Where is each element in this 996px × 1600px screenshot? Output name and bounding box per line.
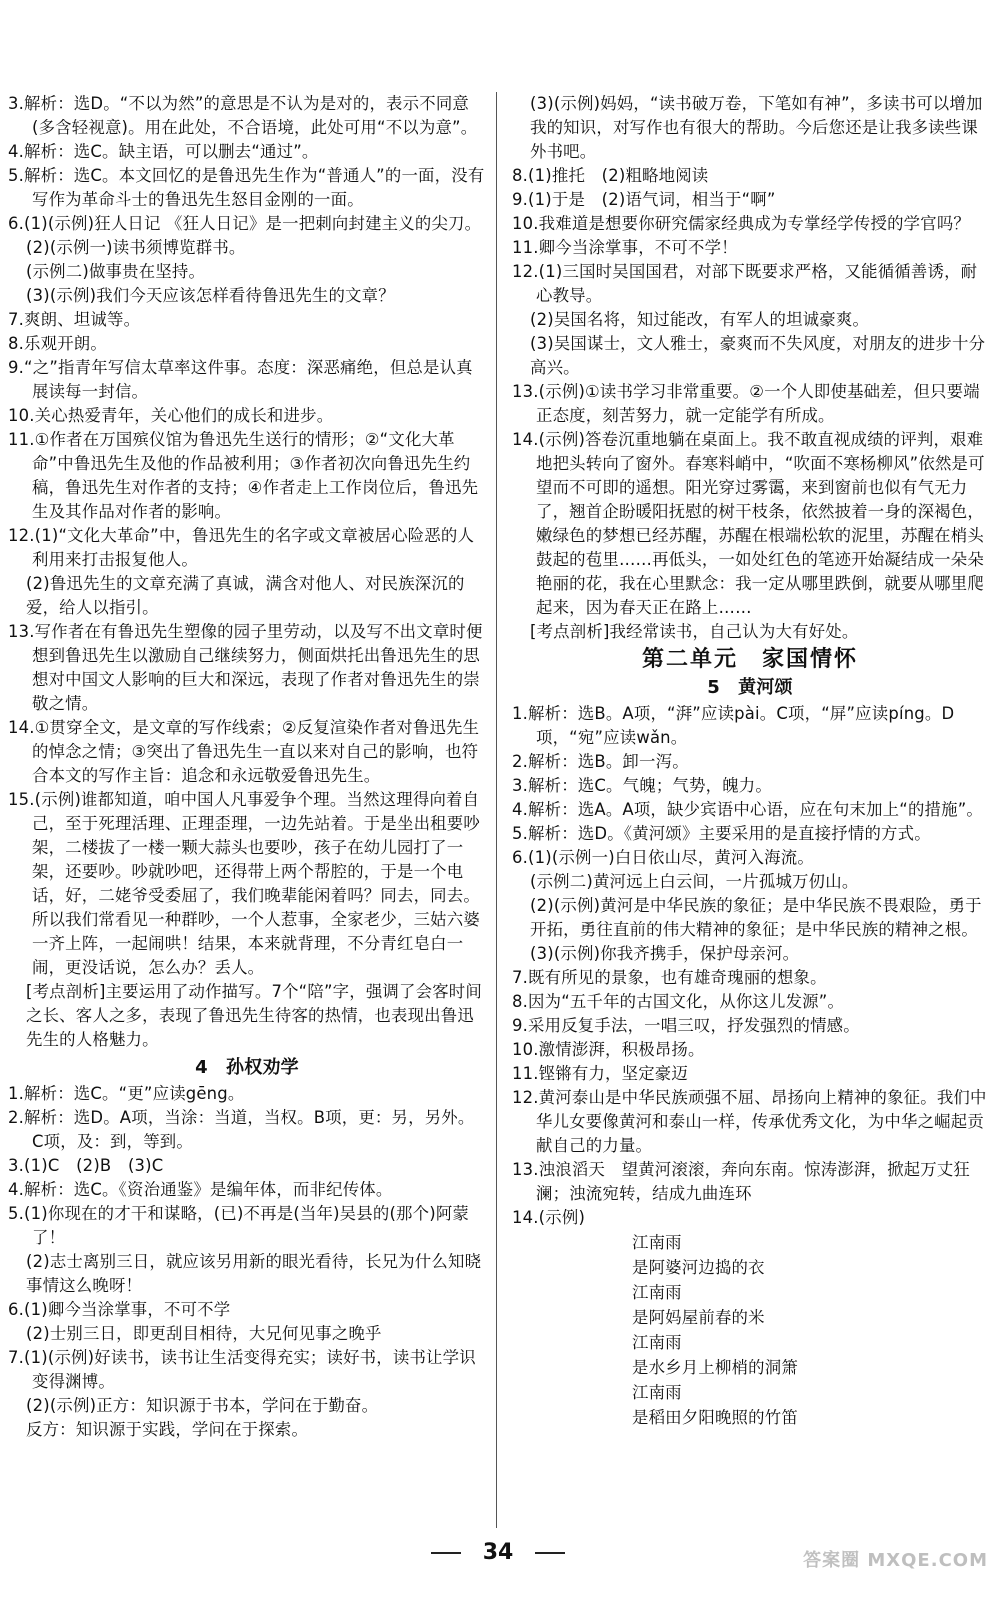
poem-line: 是稻田夕阳晚照的竹笛 — [632, 1408, 798, 1427]
l5-answer-3: 3.解析：选C。气魄；气势，魄力。 — [512, 776, 772, 795]
answer-6-1: 6.(1)(示例)狂人日记 《狂人日记》是一把刺向封建主义的尖刀。 — [8, 214, 482, 233]
poem-line: 是阿妈屋前春的米 — [632, 1308, 765, 1327]
l5-answer-4: 4.解析：选A。A项，缺少宾语中心语，应在句末加上“的措施”。 — [512, 800, 984, 819]
l4-answer-1: 1.解析：选C。“更”应读gēng。 — [8, 1084, 245, 1103]
answer-6-2a: (2)(示例一)读书须博览群书。 — [26, 238, 246, 257]
answer-3: 3.解析：选D。“不以为然”的意思是不认为是对的，表示不同意(多含轻视意)。用在此处，不合语境，此处可用“不以为意”。 — [8, 94, 478, 137]
l4-answer-6-2: (2)士别三日，即更刮目相待，大兄何见事之晚乎 — [26, 1324, 382, 1343]
l5-answer-1: 1.解析：选B。A项，“湃”应读pài。C项，“屏”应读píng。D项，“宛”应读wǎn。 — [512, 704, 955, 747]
answer-10: 10.关心热爱青年，关心他们的成长和进步。 — [8, 406, 334, 425]
l4-answer-8: 8.(1)推托 (2)粗略地阅读 — [512, 166, 709, 185]
l4-answer-5-2: (2)志士离别三日，就应该另用新的眼光看待，长兄为什么知晓事情这么晚呀！ — [26, 1252, 482, 1295]
l5-answer-12: 12.黄河泰山是中华民族顽强不屈、昂扬向上精神的象征。我们中华儿女要像黄河和泰山一样，传承优秀文化，为中华之崛起贡献自己的力量。 — [512, 1088, 987, 1155]
l4-answer-12-2: (2)吴国名将，知过能改，有军人的坦诚豪爽。 — [530, 310, 870, 329]
l4-answer-13: 13.(示例)①读书学习非常重要。②一个人即使基础差，但只要端正态度，刻苦努力，就一定能学有所成。 — [512, 382, 980, 425]
l5-answer-7: 7.既有所见的景象，也有雄奇瑰丽的想象。 — [512, 968, 827, 987]
l4-answer-12-3: (3)吴国谋士，文人雅士，豪爽而不失风度，对朋友的进步十分高兴。 — [530, 334, 986, 377]
watermark: 答案圈 MXQE.COM — [803, 1550, 988, 1571]
right-column — [512, 92, 988, 1528]
l4-answer-6-1: 6.(1)卿今当涂掌事，不可不学 — [8, 1300, 231, 1319]
l5-answer-8: 8.因为“五千年的古国文化，从你这儿发源”。 — [512, 992, 845, 1011]
l4-answer-11: 11.卿今当涂掌事，不可不学！ — [512, 238, 738, 257]
answer-5: 5.解析：选C。本文回忆的是鲁迅先生作为“普通人”的一面，没有写作为革命斗士的鲁迅先生怒目金刚的一面。 — [8, 166, 485, 209]
answer-4: 4.解析：选C。缺主语，可以删去“通过”。 — [8, 142, 319, 161]
poem-line: 江南雨 — [632, 1383, 682, 1402]
exam-point-analysis: [考点剖析]主要运用了动作描写。7个“陪”字，强调了会客时间之长、客人之多，表现了鲁迅先生待客的热情，也表现出鲁迅先生的人格魅力。 — [26, 982, 482, 1049]
l5-answer-2: 2.解析：选B。卸一泻。 — [512, 752, 689, 771]
poem-line: 江南雨 — [632, 1333, 682, 1352]
l4-answer-4: 4.解析：选C。《资治通鉴》是编年体，而非纪传体。 — [8, 1180, 393, 1199]
unit-title-2: 第二单元 家国情怀 — [641, 647, 858, 672]
poem — [512, 1230, 988, 1430]
l5-answer-9: 9.采用反复手法，一唱三叹，抒发强烈的情感。 — [512, 1016, 860, 1035]
l5-answer-6-1a: 6.(1)(示例一)白日依山尽，黄河入海流。 — [512, 848, 814, 867]
l4-answer-12-1: 12.(1)三国时吴国国君，对部下既要求严格，又能循循善诱，耐心教导。 — [512, 262, 978, 305]
answer-6-2b: (示例二)做事贵在坚持。 — [26, 262, 206, 281]
l5-answer-6-1b: (示例二)黄河远上白云间，一片孤城万仞山。 — [530, 872, 859, 891]
lesson-title-4: 4 孙权劝学 — [195, 1057, 299, 1078]
left-column — [8, 92, 486, 1528]
l4-answer-7-3: 反方：知识源于实践，学问在于探索。 — [26, 1420, 309, 1439]
l4-answer-3: 3.(1)C (2)B (3)C — [8, 1156, 164, 1175]
l5-answer-10: 10.激情澎湃，积极昂扬。 — [512, 1040, 705, 1059]
l4-answer-2: 2.解析：选D。A项，当涂：当道，当权。B项，更：另，另外。C项，及：到，等到。 — [8, 1108, 475, 1151]
answer-14: 14.①贯穿全文，是文章的写作线索；②反复渲染作者对鲁迅先生的悼念之情；③突出了鲁迅先生一直以来对自己的影响，也符合本文的写作主旨：追念和永远敬爱鲁迅先生。 — [8, 718, 480, 785]
l5-answer-6-2: (2)(示例)黄河是中华民族的象征；是中华民族不畏艰险，勇于开拓，勇往直前的伟大精神的象征；是中华民族的精神之根。 — [530, 896, 982, 939]
answer-9: 9.“之”指青年写信太草率这件事。态度：深恶痛绝，但总是认真展读每一封信。 — [8, 358, 473, 401]
answer-12-2: (2)鲁迅先生的文章充满了真诚，满含对他人、对民族深沉的爱，给人以指引。 — [26, 574, 465, 617]
answer-13: 13.写作者在有鲁迅先生塑像的园子里劳动，以及写不出文章时便想到鲁迅先生以激励自己继续努力，侧面烘托出鲁迅先生的思想对中国文人影响的巨大和深远，表现了作者对鲁迅先生的崇敬之情。 — [8, 622, 483, 713]
l4-answer-14: 14.(示例)答卷沉重地躺在桌面上。我不敢直视成绩的评判，艰难地把头转向了窗外。春寒料峭中，“吹面不寒杨柳风”依然是可望而不可即的遥想。阳光穿过雾霭，来到窗前也似有气无力了，翘首企盼暖阳抚慰的树干枝条，依然披着一身的深褐色，嫩绿色的梦想已经苏醒，苏醒在根端松软的泥里，苏醒在梢头鼓起的苞里……再低头，一如处红色的笔迹开始凝结成一朵朵艳丽的花，我在心里默念：我一定从哪里跌倒，就要从哪里爬起来，因为春天正在路上…… — [512, 430, 985, 617]
l4-answer-10: 10.我难道是想要你研究儒家经典成为专掌经学传授的学官吗？ — [512, 214, 971, 233]
l5-answer-6-3: (3)(示例)你我齐携手，保护母亲河。 — [530, 944, 800, 963]
answer-7: 7.爽朗、坦诚等。 — [8, 310, 141, 329]
poem-line: 是水乡月上柳梢的洞箫 — [632, 1358, 798, 1377]
poem-line: 江南雨 — [632, 1233, 682, 1252]
l4-exam-point-analysis: [考点剖析]我经常读书，自己认为大有好处。 — [530, 622, 859, 641]
l5-answer-14: 14.(示例) — [512, 1208, 586, 1227]
poem-line: 江南雨 — [632, 1283, 682, 1302]
l4-answer-7-1: 7.(1)(示例)好读书，读书让生活变得充实；读好书，读书让学识变得渊博。 — [8, 1348, 476, 1391]
answer-12-1: 12.(1)“文化大革命”中，鲁迅先生的名字或文章被居心险恶的人利用来打击报复他人。 — [8, 526, 475, 569]
l4-answer-9: 9.(1)于是 (2)语气词，相当于“啊” — [512, 190, 776, 209]
poem-line: 是阿婆河边捣的衣 — [632, 1258, 765, 1277]
page-number: 34 — [482, 1540, 514, 1565]
l5-answer-5: 5.解析：选D。《黄河颂》主要采用的是直接抒情的方式。 — [512, 824, 931, 843]
footer-dash-left — [431, 1552, 461, 1554]
answer-11: 11.①作者在万国殡仪馆为鲁迅先生送行的情形；②“文化大革命”中鲁迅先生及他的作品被利用；③作者初次向鲁迅先生约稿，鲁迅先生对作者的支持；④作者走上工作岗位后，鲁迅先生及其作品对作者的影响。 — [8, 430, 479, 521]
l5-answer-13: 13.浊浪滔天 望黄河滚滚，奔向东南。惊涛澎湃，掀起万丈狂澜；浊流宛转，结成九曲连环 — [512, 1160, 971, 1203]
answer-15: 15.(示例)谁都知道，咱中国人凡事爱争个理。当然这理得向着自己，至于死理活理、正理歪理，一边先站着。于是坐出租要吵架，二楼拔了一楼一颗大蒜头也要吵，孩子在幼儿园打了一架，还要吵。吵就吵吧，还得带上两个帮腔的，于是一个电话，好，二姥爷受委屈了，我们晚辈能闲着吗？同去，同去。所以我们常看见一种群吵，一个人惹事，全家老少，三姑六婆一齐上阵，一起闹哄！结果，本来就背理，不分青红皂白一闹，更没话说，怎么办？丢人。 — [8, 790, 480, 977]
column-divider — [496, 92, 497, 1528]
l4-answer-7-4: (3)(示例)妈妈，“读书破万卷，下笔如有神”，多读书可以增加我的知识，对写作也有很大的帮助。今后您还是让我多读些课外书吧。 — [530, 94, 983, 161]
l5-answer-11: 11.铿锵有力，坚定豪迈 — [512, 1064, 688, 1083]
answer-8: 8.乐观开朗。 — [8, 334, 107, 353]
footer-dash-right — [535, 1552, 565, 1554]
answer-6-3: (3)(示例)我们今天应该怎样看待鲁迅先生的文章？ — [26, 286, 395, 305]
lesson-title-5: 5 黄河颂 — [707, 677, 793, 698]
l4-answer-7-2: (2)(示例)正方：知识源于书本，学问在于勤奋。 — [26, 1396, 379, 1415]
l4-answer-5-1: 5.(1)你现在的才干和谋略，(已)不再是(当年)吴县的(那个)阿蒙了！ — [8, 1204, 470, 1247]
